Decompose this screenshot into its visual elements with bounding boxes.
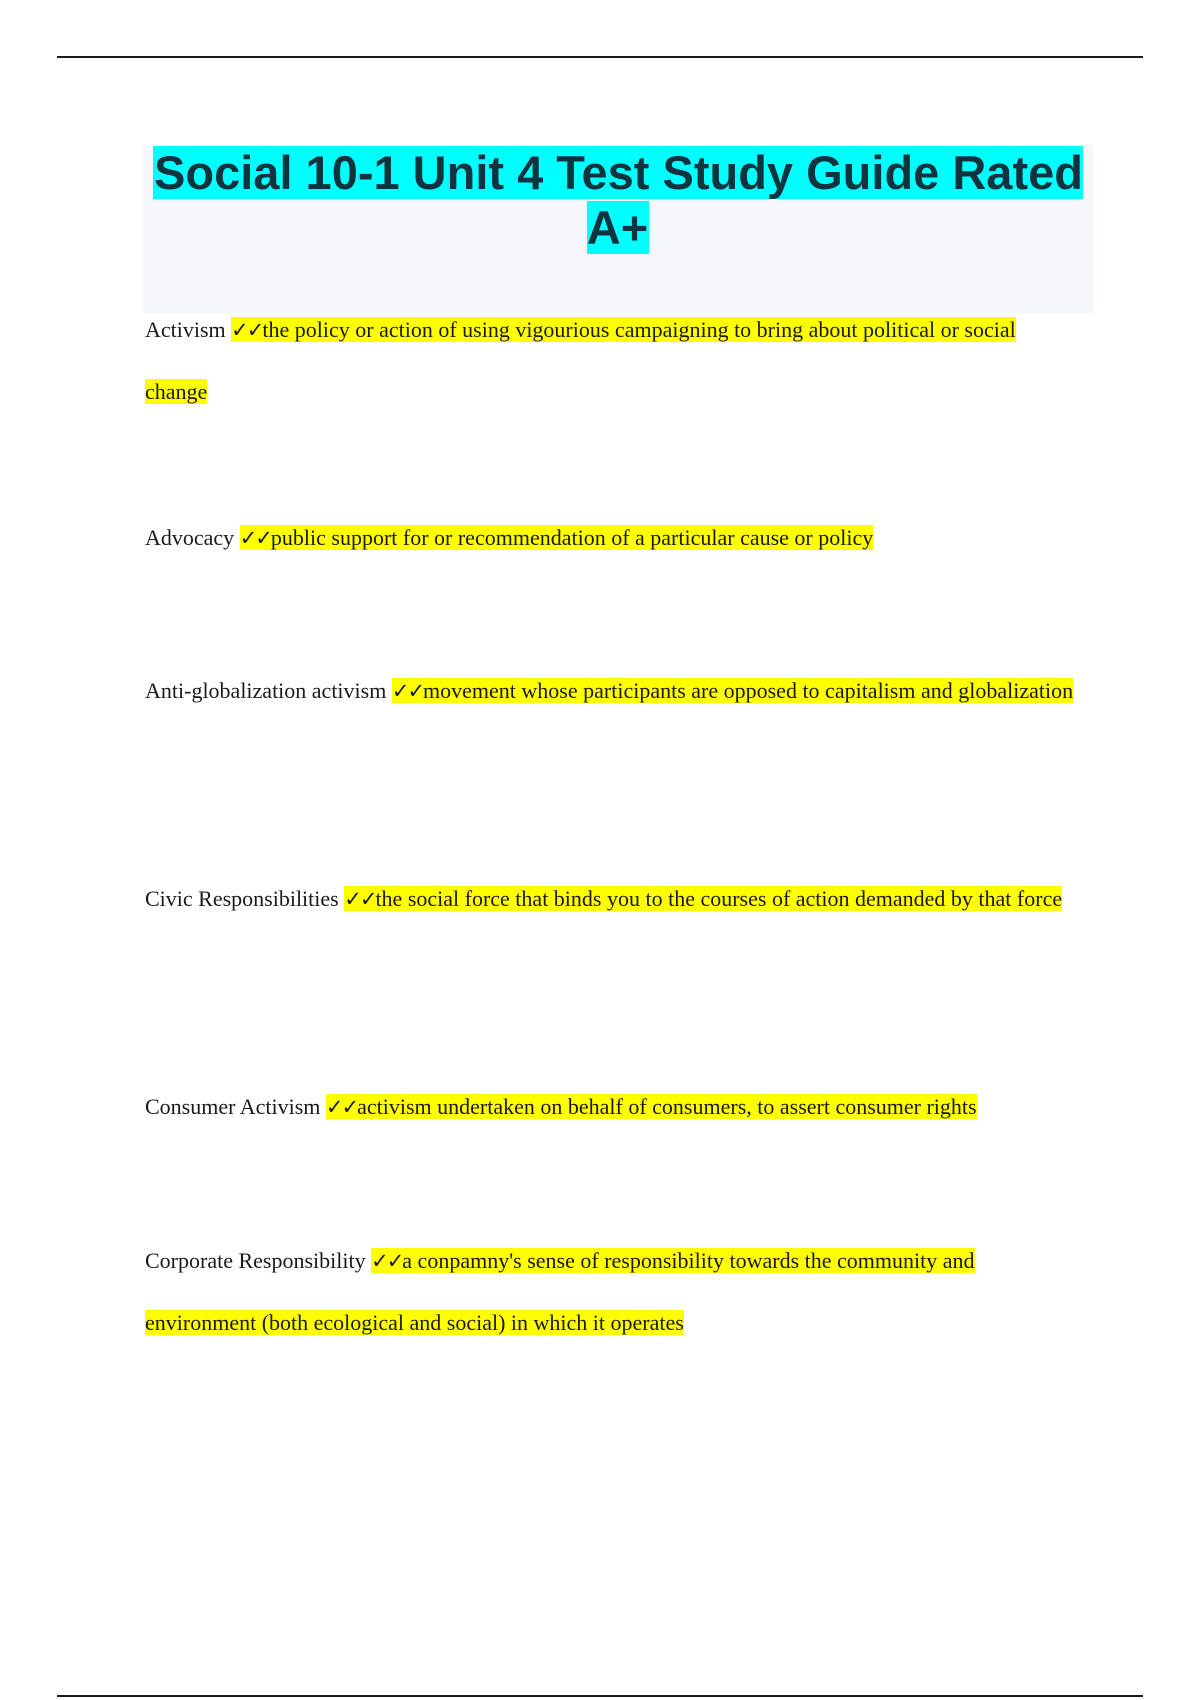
entry-term: Corporate Responsibility (145, 1248, 366, 1273)
glossary-entry-anti-globalization (145, 660, 1075, 722)
header-rule (57, 56, 1143, 58)
double-check-icon: ✓✓ (231, 318, 263, 342)
entry-definition-text: movement whose participants are opposed to capitalism and globalization (423, 678, 1074, 703)
double-check-icon: ✓✓ (325, 1095, 358, 1119)
entry-term: Advocacy (145, 525, 235, 550)
entry-definition-text: activism undertaken on behalf of consumers, to assert consumer rights (357, 1094, 977, 1119)
document-title-highlight: Social 10-1 Unit 4 Test Study Guide Rated A+ (154, 146, 1083, 254)
glossary-entry-corporate-responsibility (145, 1230, 1075, 1353)
entry-term: Activism (145, 317, 226, 342)
entry-definition (145, 317, 1016, 404)
double-check-icon: ✓✓ (344, 887, 376, 911)
document-title (143, 145, 1093, 255)
entry-term: Anti-globalization activism (145, 678, 387, 703)
glossary-entry-civic-responsibilities (145, 868, 1075, 930)
glossary-entry-activism (145, 299, 1075, 422)
entry-definition (392, 678, 1073, 703)
double-check-icon: ✓✓ (239, 526, 271, 550)
entry-term: Civic Responsibilities (145, 886, 339, 911)
entry-definition-text: the policy or action of using vigourious campaigning to bring about political or social change (145, 317, 1016, 404)
entry-definition-text: public support for or recommendation of a particular cause or policy (270, 525, 874, 550)
entry-definition (326, 1094, 977, 1119)
double-check-icon: ✓✓ (371, 1249, 403, 1273)
footer-rule (57, 1695, 1143, 1697)
glossary-entry-advocacy (145, 507, 1075, 569)
entry-term: Consumer Activism (145, 1094, 321, 1119)
title-block (143, 145, 1093, 313)
entry-definition (240, 525, 874, 550)
entry-definition-text: a conpamny's sense of responsibility towards the community and environment (both ecological and social) in which it operates (145, 1248, 975, 1335)
double-check-icon: ✓✓ (391, 679, 424, 703)
glossary-entry-consumer-activism (145, 1076, 1075, 1138)
entry-definition-text: the social force that binds you to the courses of action demanded by that force (375, 886, 1063, 911)
entry-definition (344, 886, 1062, 911)
